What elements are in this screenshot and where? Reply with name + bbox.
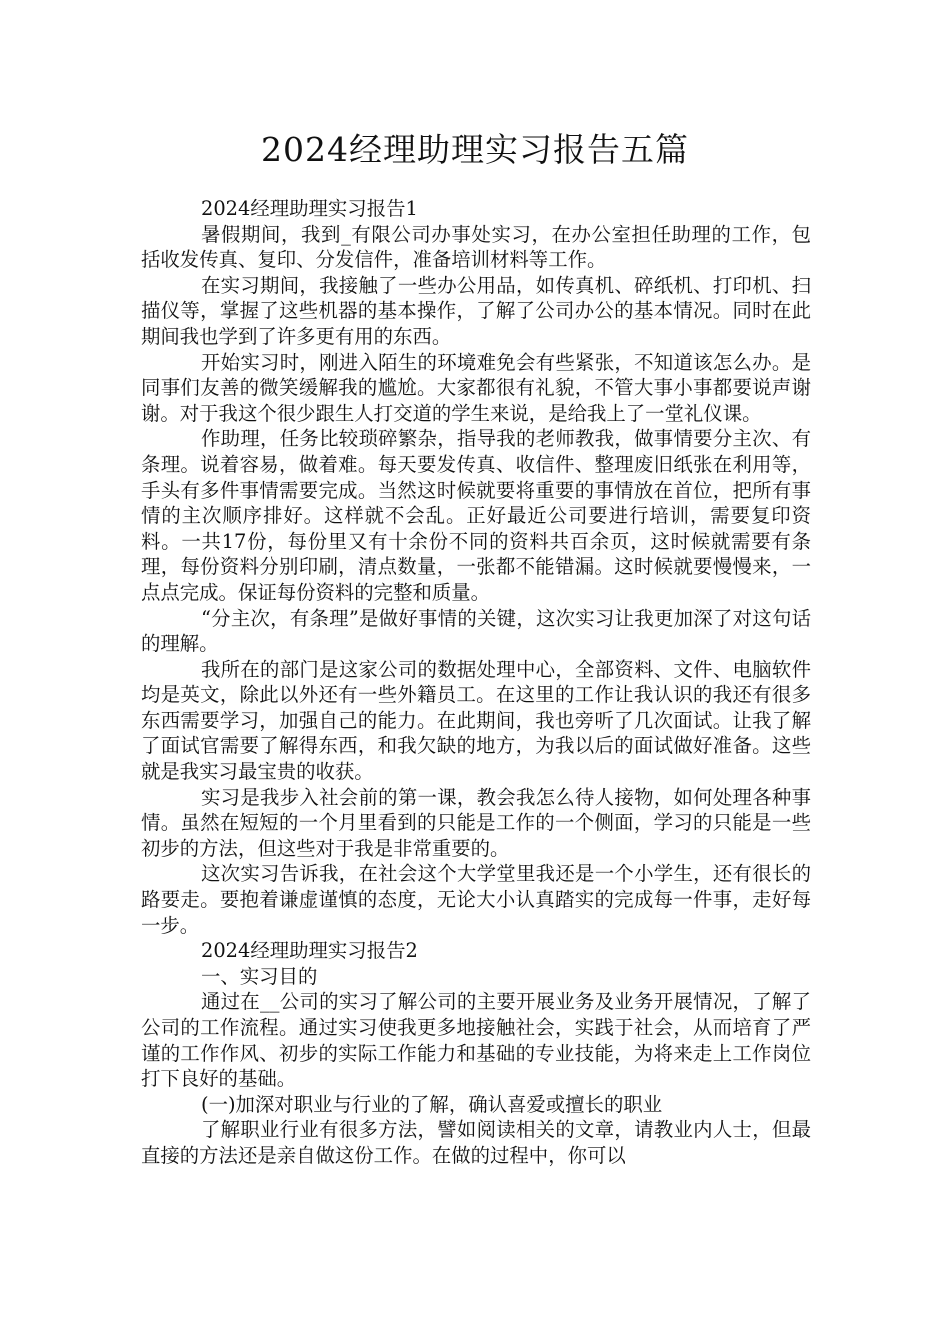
body-paragraph: 了解职业行业有很多方法，譬如阅读相关的文章，请教业内人士，但最直接的方法还是亲自做这份工作。在做的过程中，你可以 <box>141 1118 811 1167</box>
document-title: 2024经理助理实习报告五篇 <box>261 130 689 169</box>
body-paragraph: 通过在__公司的实习了解公司的主要开展业务及业务开展情况，了解了公司的工作流程。通过实习使我更多地接触社会，实践于社会，从而培育了严谨的工作作风、初步的实际工作能力和基础的专业技能，为将来走上工作岗位打下良好的基础。 <box>141 990 811 1091</box>
body-paragraph: 开始实习时，刚进入陌生的环境难免会有些紧张，不知道该怎么办。是同事们友善的微笑缓解我的尴尬。大家都很有礼貌，不管大事小事都要说声谢谢。对于我这个很少跟生人打交道的学生来说，是给我上了一堂礼仪课。 <box>141 350 811 425</box>
body-paragraph: “分主次，有条理”是做好事情的关键，这次实习让我更加深了对这句话的理解。 <box>141 606 811 656</box>
body-paragraph: 实习是我步入社会前的第一课，教会我怎么待人接物，如何处理各种事情。虽然在短短的一个月里看到的只能是工作的一个侧面，学习的只能是一些初步的方法，但这些对于我是非常重要的。 <box>141 785 811 860</box>
body-paragraph: 我所在的部门是这家公司的数据处理中心，全部资料、文件、电脑软件均是英文，除此以外还有一些外籍员工。在这里的工作让我认识的我还有很多东西需要学习，加强自己的能力。在此期间，我也旁听了几次面试。让我了解了面试官需要了解得东西，和我欠缺的地方，为我以后的面试做好准备。这些就是我实习最宝贵的收获。 <box>141 657 811 784</box>
report-heading: 2024经理助理实习报告2 <box>201 939 418 963</box>
body-paragraph: 这次实习告诉我，在社会这个大学堂里我还是一个小学生，还有很长的路要走。要抱着谦虚谨慎的态度，无论大小认真踏实的完成每一件事，走好每一步。 <box>141 862 811 937</box>
body-paragraph: 作助理，任务比较琐碎繁杂，指导我的老师教我，做事情要分主次、有条理。说着容易，做着难。每天要发传真、收信件、整理废旧纸张在利用等，手头有多件事情需要完成。当然这时候就要将重要的事情放在首位，把所有事情的主次顺序排好。这样就不会乱。正好最近公司要进行培训，需要复印资料。一共17份，每份里又有十余份不同的资料共百余页，这时候就需要有条理，每份资料分别印刷，清点数量，一张都不能错漏。这时候就要慢慢来，一点点完成。保证每份资料的完整和质量。 <box>141 427 811 604</box>
document-body <box>141 196 811 1169</box>
body-paragraph: 在实习期间，我接触了一些办公用品，如传真机、碎纸机、打印机、扫描仪等，掌握了这些机器的基本操作，了解了公司办公的基本情况。同时在此期间我也学到了许多更有用的东西。 <box>141 273 811 348</box>
report-heading: 2024经理助理实习报告1 <box>201 197 418 220</box>
section-heading: 一、实习目的 <box>201 964 318 988</box>
body-paragraph: 暑假期间，我到_有限公司办事处实习，在办公室担任助理的工作，包括收发传真、复印、分发信件，准备培训材料等工作。 <box>141 222 811 272</box>
subsection-heading: (一)加深对职业与行业的了解，确认喜爱或擅长的职业 <box>201 1092 663 1116</box>
